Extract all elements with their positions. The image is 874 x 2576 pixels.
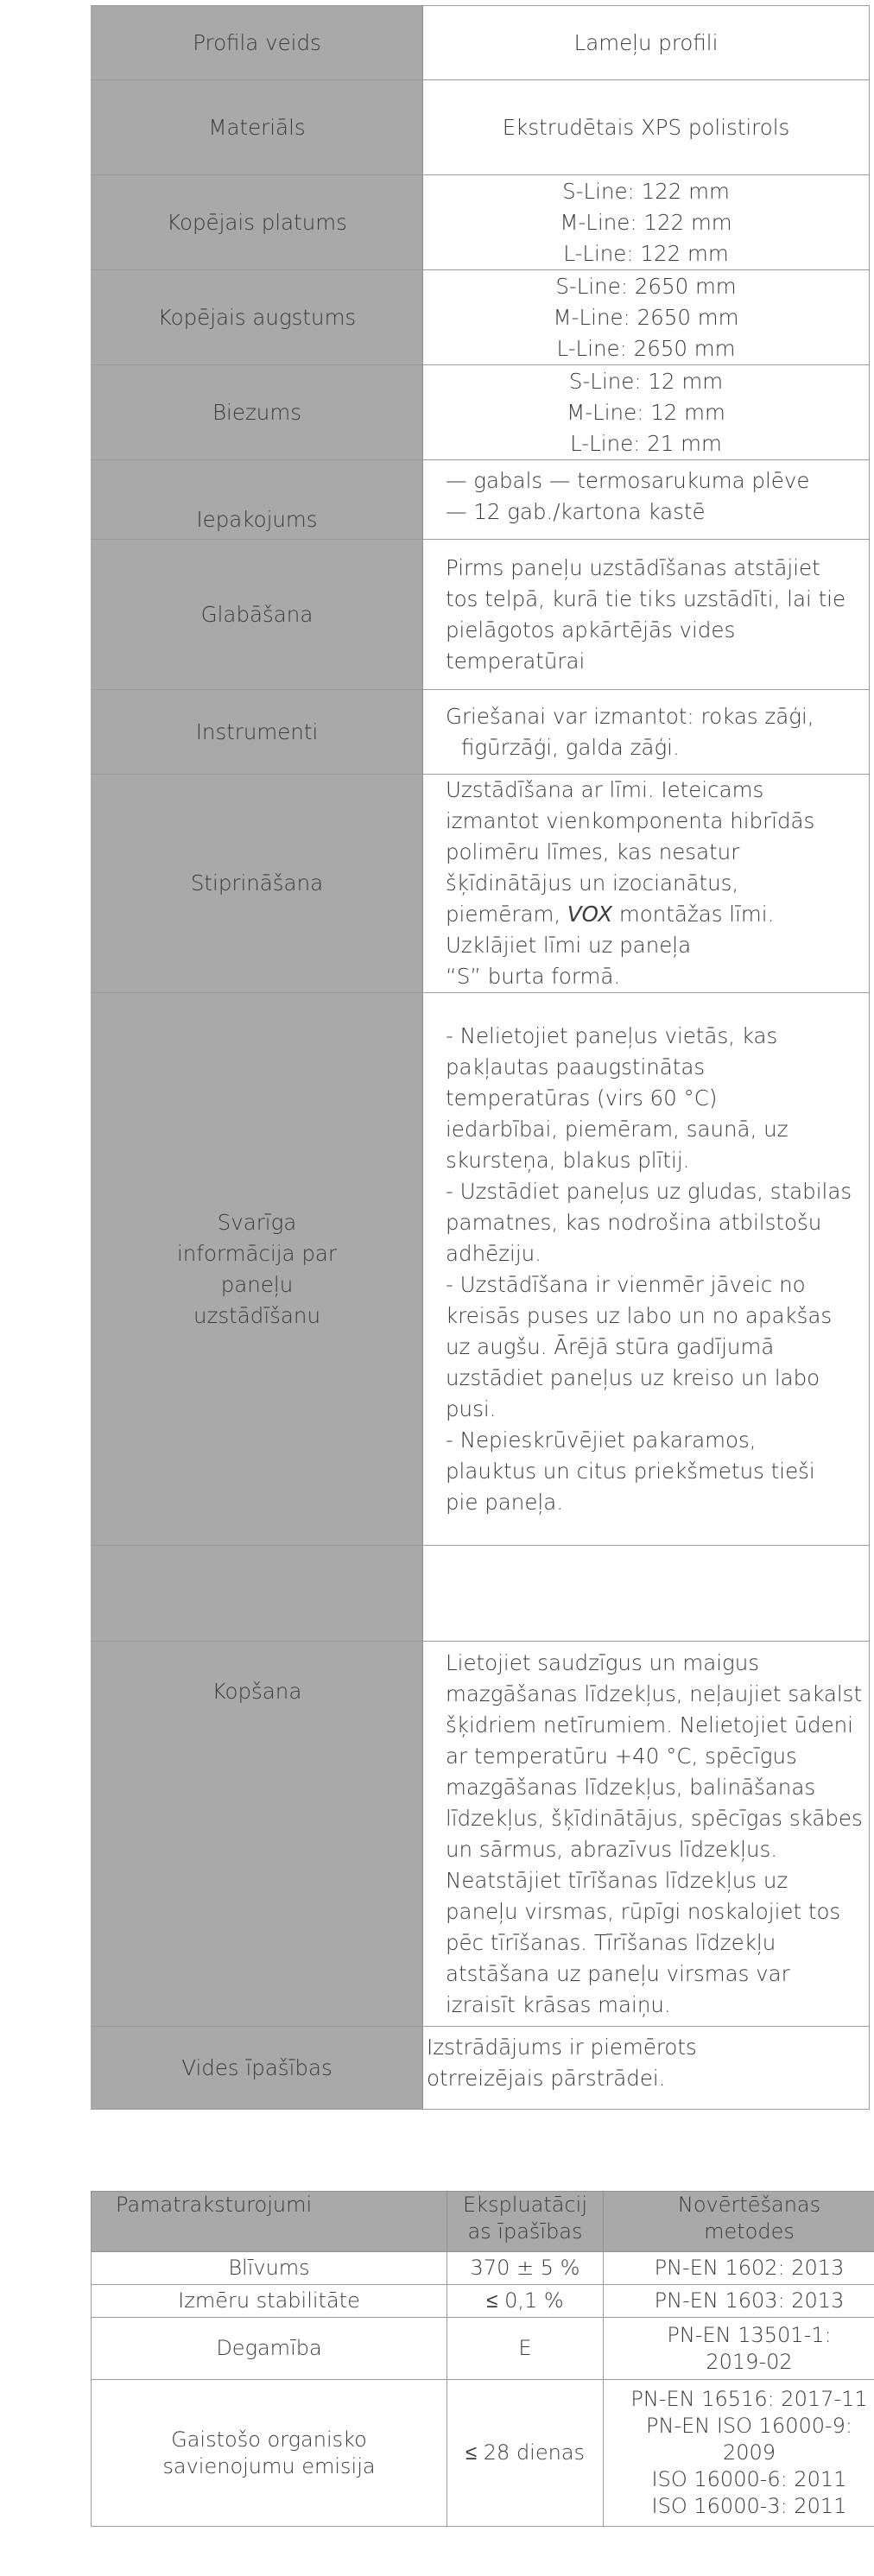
value-text: adhēziju. xyxy=(446,1240,542,1266)
value-text: atstāšana uz paneļu virsmas var xyxy=(446,1960,790,1986)
value-cell xyxy=(423,460,870,540)
label-cell xyxy=(92,993,423,1546)
label-text: Kopējais augstums xyxy=(157,304,357,330)
value-text: ar temperatūru +40 °C, spēcīgus xyxy=(446,1743,797,1769)
value-text: Pirms paneļu uzstādīšanas atstājiet xyxy=(446,554,820,580)
label-text: Iepakojums xyxy=(196,507,318,532)
value-text: Lietojiet saudzīgus un maigus xyxy=(446,1649,760,1675)
value-text: “S” burta formā. xyxy=(446,964,621,989)
value-text: Izstrādājums ir piemērots xyxy=(427,2035,697,2060)
label-text: Vides īpašības xyxy=(181,2054,332,2080)
table-cell xyxy=(447,2285,604,2318)
value-text: pēc tīrīšanas. Tīrīšanas līdzekļu xyxy=(446,1929,776,1955)
table-cell xyxy=(92,2380,447,2527)
label-cell xyxy=(92,80,423,175)
value-text: pie paneļa. xyxy=(446,1489,563,1515)
table-cell xyxy=(92,2252,447,2285)
value-text: līdzekļus, šķīdinātājus, spēcīgas skābes xyxy=(446,1805,863,1831)
value-text: polimēru līmes, kas nesatur xyxy=(446,839,740,864)
label-text: Profila veids xyxy=(193,29,321,55)
row-kopejais-platums xyxy=(92,175,870,270)
value-text: S-Line: 122 mm xyxy=(562,178,730,204)
header-cell xyxy=(92,2192,447,2252)
value-text: - Nelietojiet paneļus vietās, kas xyxy=(446,1022,778,1048)
label-cell xyxy=(92,1642,423,2027)
row-instrumenti xyxy=(92,690,870,775)
table-cell xyxy=(92,2318,447,2380)
value-text: izmantot vienkomponenta hibrīdās xyxy=(446,808,815,833)
value-text: iedarbībai, piemēram, saunā, uz xyxy=(446,1116,788,1142)
label-cell xyxy=(92,175,423,270)
value-text: Lameļu profili xyxy=(573,29,719,55)
cell-text: 2019-02 xyxy=(706,2349,793,2374)
header-cell xyxy=(447,2192,604,2252)
value-text: S-Line: 2650 mm xyxy=(555,273,737,299)
value-text: — gabals — termosarukuma plēve xyxy=(446,468,810,493)
value-text: uz augšu. Ārējā stūra gadījumā xyxy=(446,1333,775,1359)
header-text: Novērtēšanas xyxy=(677,2193,821,2217)
header-text: metodes xyxy=(704,2219,795,2244)
value-text: temperatūras (virs 60 °C) xyxy=(446,1085,718,1111)
cell-text: PN-EN 13501-1: xyxy=(667,2322,832,2347)
value-text: M-Line: 12 mm xyxy=(567,399,725,425)
table-row xyxy=(92,2380,874,2527)
value-text: M-Line: 2650 mm xyxy=(553,304,739,330)
value-text-prefix: piemēram, xyxy=(446,902,567,927)
cell-text: Degamība xyxy=(216,2336,322,2360)
value-text: pakļautas paaugstinātas xyxy=(446,1054,706,1079)
cell-text: Izmēru stabilitāte xyxy=(178,2288,360,2313)
row-kopsana xyxy=(92,1642,870,2027)
header-text: Pamatraksturojumi xyxy=(116,2193,313,2217)
label-text: Svarīga xyxy=(217,1209,297,1235)
value-text: tos telpā, kurā tie tiks uzstādīti, lai tie xyxy=(446,585,846,611)
value-text: otrreizējais pārstrādei. xyxy=(427,2066,666,2091)
table-cell xyxy=(447,2252,604,2285)
value-text: Uzstādīšana ar līmi. Ieteicams xyxy=(446,777,764,802)
value-cell xyxy=(423,993,870,1546)
value-text: pusi. xyxy=(446,1396,497,1421)
row-stiprinasana xyxy=(92,775,870,993)
value-text: un sārmus, abrazīvus līdzekļus. xyxy=(446,1836,778,1862)
value-cell xyxy=(423,540,870,690)
row-glabasana xyxy=(92,540,870,690)
table-cell xyxy=(604,2380,874,2527)
cell-text: ≤ 0,1 % xyxy=(486,2288,564,2313)
table-cell xyxy=(447,2380,604,2527)
header-cell xyxy=(604,2192,874,2252)
header-text: Ekspluatācij xyxy=(462,2193,588,2217)
value-cell xyxy=(423,80,870,175)
label-text: uzstādīšanu xyxy=(193,1302,320,1328)
value-text: Griešanai var izmantot: rokas zāģi, xyxy=(446,703,814,729)
header-text: as īpašības xyxy=(467,2219,583,2244)
cell-text: 370 ± 5 % xyxy=(470,2256,580,2280)
label-cell xyxy=(92,270,423,365)
value-text: kreisās puses uz labo un no apakšas xyxy=(446,1302,833,1328)
value-cell-empty xyxy=(423,1546,870,1642)
specification-table xyxy=(91,5,870,2110)
label-text: Kopšana xyxy=(212,1679,302,1704)
table-cell xyxy=(604,2285,874,2318)
cell-text: Gaistošo organisko xyxy=(171,2427,367,2452)
cell-text: PN-EN 1602: 2013 xyxy=(654,2256,845,2280)
value-text: L-Line: 2650 mm xyxy=(556,335,736,361)
label-text: informācija par xyxy=(177,1240,337,1266)
cell-text: ISO 16000-3: 2011 xyxy=(651,2494,847,2518)
cell-text: savienojumu emisija xyxy=(162,2453,376,2478)
value-cell xyxy=(423,690,870,775)
value-text: temperatūrai xyxy=(446,648,586,674)
cell-text: 2009 xyxy=(722,2440,776,2465)
label-cell xyxy=(92,460,423,540)
value-cell xyxy=(423,2027,870,2110)
value-text: - Nepieskrūvējiet pakaramos, xyxy=(446,1427,757,1453)
cell-text: E xyxy=(518,2336,532,2360)
row-materials xyxy=(92,80,870,175)
value-text: izraisīt krāsas maiņu. xyxy=(446,1991,671,2017)
label-text: Biezums xyxy=(212,399,301,425)
value-text: L-Line: 122 mm xyxy=(563,240,729,266)
value-text: Neatstājiet tīrīšanas līdzekļus uz xyxy=(446,1867,788,1893)
cell-text: Blīvums xyxy=(228,2256,310,2280)
value-text: — 12 gab./kartona kastē xyxy=(446,499,706,524)
value-text: Uzklājiet līmi uz paneļa xyxy=(446,933,692,958)
row-profila-veids xyxy=(92,6,870,80)
value-text: S-Line: 12 mm xyxy=(568,368,724,394)
value-text: uzstādiet paneļus uz kreiso un labo xyxy=(446,1364,820,1390)
value-text: - Uzstādīšana ir vienmēr jāveic no xyxy=(446,1271,806,1297)
value-text: skursteņa, blakus plītij. xyxy=(446,1147,690,1173)
brand-name: VOX xyxy=(567,902,613,927)
value-text: pamatnes, kas nodrošina atbilstošu xyxy=(446,1209,822,1235)
label-cell xyxy=(92,6,423,80)
table-row xyxy=(92,2318,874,2380)
value-text: pielāgotos apkārtējās vides xyxy=(446,617,736,642)
row-iepakojums xyxy=(92,460,870,540)
value-text: mazgāšanas līdzekļus, balināšanas xyxy=(446,1774,816,1800)
value-cell xyxy=(423,175,870,270)
label-text: Stiprināšana xyxy=(190,870,324,896)
value-cell xyxy=(423,1642,870,2027)
label-text: Kopējais platums xyxy=(167,209,347,235)
value-text: - Uzstādiet paneļus uz gludas, stabilas xyxy=(446,1178,852,1204)
table-cell xyxy=(604,2252,874,2285)
row-svariga-informacija xyxy=(92,993,870,1546)
row-vides-ipasibas xyxy=(92,2027,870,2110)
label-cell xyxy=(92,540,423,690)
value-text: L-Line: 21 mm xyxy=(570,430,722,456)
cell-text: PN-EN 1603: 2013 xyxy=(654,2288,845,2313)
value-text: šķīdinātājus un izocianātus, xyxy=(446,870,739,896)
label-text: Instrumenti xyxy=(195,718,319,744)
properties-table xyxy=(91,2191,874,2527)
label-cell xyxy=(92,365,423,460)
label-text: paneļu xyxy=(220,1271,294,1297)
value-text: paneļu virsmas, rūpīgi noskalojiet tos xyxy=(446,1898,841,1924)
table-cell xyxy=(92,2285,447,2318)
cell-text: PN-EN ISO 16000-9: xyxy=(645,2414,853,2438)
row-biezums xyxy=(92,365,870,460)
label-cell xyxy=(92,690,423,775)
value-text-suffix: montāžas līmi. xyxy=(612,902,775,927)
value-text: plauktus un citus priekšmetus tieši xyxy=(446,1458,815,1484)
properties-header-row xyxy=(92,2192,874,2252)
label-cell-empty xyxy=(92,1546,423,1642)
value-text: M-Line: 122 mm xyxy=(560,209,732,235)
value-cell xyxy=(423,270,870,365)
cell-text: ≤ 28 dienas xyxy=(465,2440,586,2465)
table-cell xyxy=(447,2318,604,2380)
table-row xyxy=(92,2252,874,2285)
value-cell xyxy=(423,365,870,460)
label-cell xyxy=(92,775,423,993)
table-cell xyxy=(604,2318,874,2380)
cell-text: ISO 16000-6: 2011 xyxy=(651,2467,847,2491)
table-row xyxy=(92,2285,874,2318)
value-text: figūrzāģi, galda zāģi. xyxy=(461,734,680,760)
value-cell xyxy=(423,6,870,80)
value-text: mazgāšanas līdzekļus, neļaujiet sakalst xyxy=(446,1680,863,1706)
label-cell xyxy=(92,2027,423,2110)
value-text xyxy=(446,899,860,930)
value-cell xyxy=(423,775,870,993)
value-text: Ekstrudētais XPS polistirols xyxy=(502,114,790,140)
value-text: šķidriem netīrumiem. Nelietojiet ūdeni xyxy=(446,1712,853,1737)
cell-text: PN-EN 16516: 2017-11 xyxy=(630,2387,868,2411)
label-text: Glabāšana xyxy=(200,601,314,627)
row-empty xyxy=(92,1546,870,1642)
label-text: Materiāls xyxy=(208,114,306,140)
row-kopejais-augstums xyxy=(92,270,870,365)
